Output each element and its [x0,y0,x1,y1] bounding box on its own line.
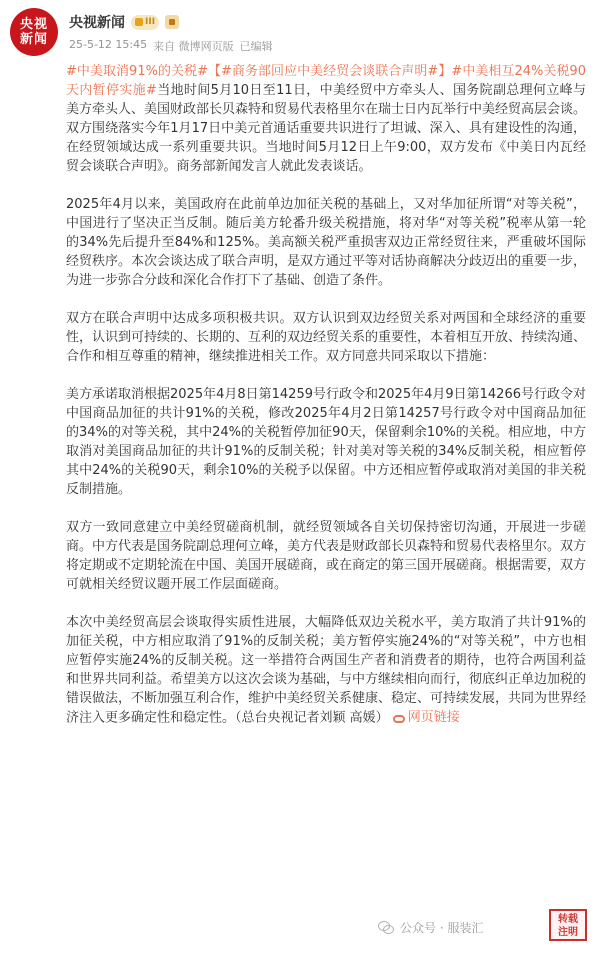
paragraph-2: 2025年4月以来，美国政府在此前单边加征关税的基础上，又对华加征所谓“对等关税”，中国进行了坚决正当反制。随后美方轮番升级关税措施，将对华“对等关税”税率从第一轮的34%先后提升至84%和125%。美高额关税严重损害双边正常经贸往来，严重破坏国际经贸秩序。本次会谈达成了联合声明，是双方通过平等对话协商解决分歧迈出的重要一步，为进一步弥合分歧和深化合作打下了基础、创造了条件。 [66,197,587,288]
paragraph-3: 双方在联合声明中达成多项积极共识。双方认识到双边经贸关系对两国和全球经济的重要性，认识到可持续的、长期的、互利的双边经贸关系的重要性，本着相互开放、持续沟通、合作和相互尊重的精神，继续推进相关工作。双方同意共同采取以下措施： [66,311,587,364]
avatar-line1: 央视 [19,17,48,32]
paragraph-1 [66,62,586,176]
repost-stamp [549,909,587,941]
hashtag-suspend-24[interactable]: #中美相互24%关税90天内暂停实施# [66,64,586,98]
member-icon[interactable] [165,15,179,29]
author-row [69,12,179,32]
author-name[interactable]: 央视新闻 [69,15,125,31]
post-date[interactable]: 25-5-12 15:45 [69,38,148,51]
wechat-icon [378,921,394,934]
avatar[interactable] [10,8,58,56]
post-source: 来自 微博网页版 [153,40,234,53]
level-badge[interactable] [131,15,159,30]
crown-icon [135,18,143,26]
paragraph-5: 双方一致同意建立中美经贸磋商机制，就经贸领域各自关切保持密切沟通，开展进一步磋商。中方代表是国务院副总理何立峰，美方代表是财政部长贝森特和贸易代表格里尔。双方将定期或不定期轮流在中国、美国开展磋商，或在商定的第三国开展磋商。根据需要，双方可就相关经贸议题开展工作层面磋商。 [66,520,587,592]
stamp-line2: 注明 [558,927,578,938]
web-link[interactable] [393,708,460,727]
watermark [374,918,487,937]
post-meta [69,38,273,54]
post-edited[interactable]: 已编辑 [239,40,273,53]
post-body [66,62,586,728]
paragraph-6 [66,613,586,728]
paragraph-1-text: 当地时间5月10日至11日，中美经贸中方牵头人、国务院副总理何立峰与美方牵头人、美国财政部长贝森特和贸易代表格里尔在瑞士日内瓦举行中美经贸高层会谈。双方围绕落实今年1月17日中美元首通话重要共识进行了坦诚、深入、具有建设性的沟通，在经贸领域达成一系列重要共识。当地时间5月12日上午9:00，双方发布《中美日内瓦经贸会谈联合声明》。商务部新闻发言人就此发表谈话。 [66,83,587,174]
hashtag-tariff-cancel[interactable]: #中美取消91%的关税# [66,64,208,79]
stamp-line1: 转载 [558,914,578,925]
post-header [0,0,600,62]
level-badge-label: III [145,17,156,27]
paragraph-6-text: 本次中美经贸高层会谈取得实质性进展，大幅降低双边关税水平，美方取消了共计91%的加征关税，中方相应取消了91%的反制关税；美方暂停实施24%的“对等关税”，中方也相应暂停实施24%的反制关税。这一举措符合两国生产者和消费者的期待，也符合两国利益和世界共同利益。希望美方以这次会谈为基础，与中方继续相向而行，彻底纠正单边加税的错误做法，不断加强互利合作，维护中美经贸关系健康、稳定、可持续发展，共同为世界经济注入更多确定性和稳定性。（总台央视记者刘颖 高媛） [66,615,587,726]
paragraph-4: 美方承诺取消根据2025年4月8日第14259号行政令和2025年4月9日第14266号行政令对中国商品加征的共计91%的关税，修改2025年4月2日第14257号行政令对中国商品加征的34%的对等关税，其中24%的关税暂停加征90天，保留剩余10%的关税。相应地，中方取消对美国商品加征的共计91%的反制关税；针对美对等关税的34%反制关税，相应暂停其中24%的关税90天，剩余10%的关税予以保留。中方还相应暂停或取消对美国的非关税反制措施。 [66,387,586,497]
watermark-text: 公众号 · 服装汇 [400,921,484,935]
web-link-label: 网页链接 [407,710,460,725]
avatar-line2: 新闻 [19,32,48,47]
link-icon [393,715,405,723]
hashtag-mofcom-response[interactable]: 【#商务部回应中美经贸会谈联合声明#】 [207,64,452,79]
